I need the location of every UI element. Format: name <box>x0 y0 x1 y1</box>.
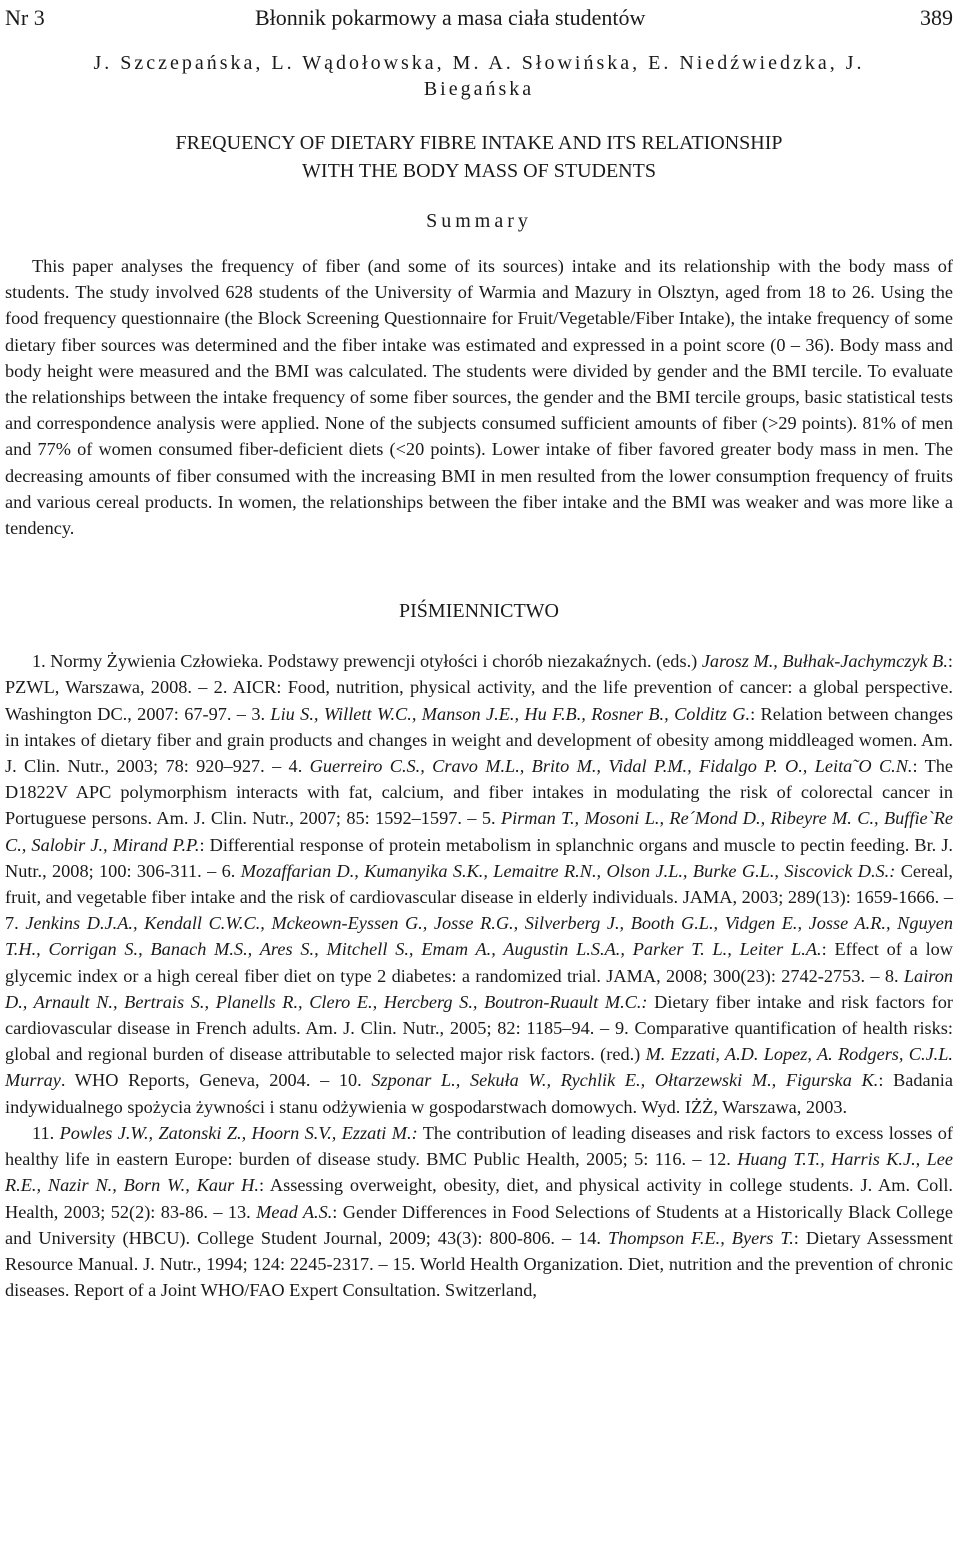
running-title: Błonnik pokarmowy a masa ciała studentów <box>255 5 646 30</box>
author-list: J. Szczepańska, L. Wądołowska, M. A. Słowińska, E. Niedźwiedzka, J. Biegańska <box>93 52 865 100</box>
summary-section <box>5 253 953 541</box>
references-list <box>5 648 953 1303</box>
reference-authors: Mozaffarian D., Kumanyika S.K., Lemaitre R.N., Olson J.L., Burke G.L., Siscovick D.S.: <box>240 860 896 881</box>
summary-heading: Summary <box>426 210 532 232</box>
reference-authors: Pirman T., Mosoni L., Re´Mond D., Ribeyre M. C., Buffie`Re C., Salobir J., Mirand P.P. <box>5 808 954 855</box>
reference-text: : Dietary Assessment Resource Manual. J. Nutr., 1994; 124: 2245-2317. – 15. World Health Organization. Diet, nutrition and the prevention of chronic diseases. Report of a Joint WHO/FAO Expert Consultation. Switzerland, <box>5 1227 953 1301</box>
running-header <box>5 0 953 40</box>
reference-authors: Huang T.T., Harris K.J., Lee R.E., Nazir N., Born W., Kaur H. <box>5 1149 954 1196</box>
journal-page <box>5 0 953 1303</box>
reference-authors: Lairon D., Arnault N., Bertrais S., Planells R., Clero E., Hercberg S., Boutron-Ruault M.C.: <box>5 965 953 1012</box>
reference-authors: Szponar L., Sekuła W., Rychlik E., Ołtarzewski M., Figurska K. <box>371 1070 879 1091</box>
reference-text: The contribution of leading diseases and risk factors to excess losses of healthy life in eastern Europe: burden of disease study. BMC Public Health, 2005; 5: 116. – 12. <box>5 1122 953 1170</box>
reference-authors: Jenkins D.J.A., Kendall C.W.C., Mckeown-Eyssen G., Josse R.G., Silverberg J., Booth G.L., Vidgen E., Josse A.R., Nguyen T.H., Corrigan S., Banach M.S., Ares S., Mitchell S., Emam A., Augustin L.S.A., Parker T. L., Leiter L.A. <box>5 913 954 960</box>
summary-paragraph: This paper analyses the frequency of fiber (and some of its sources) intake and its relationship with the body mass of students. The study involved 628 students of the University of Warmia and Mazury in Olsztyn, aged from 18 to 26. Using the food frequency questionnaire (the Block Screening Questionnaire for Fruit/Vegetable/Fiber Intake), the intake frequency of some dietary fiber sources was determined and the fiber intake was estimated and expressed in a point score (0 – 36). Body mass and body height were measured and the BMI was calculated. The students were divided by gender and the BMI tercile. To evaluate the relationships between the intake frequency of some fiber sources, the gender and the BMI tercile groups, basic statistical tests and correspondence analysis were applied. None of the subjects consumed sufficient amounts of fiber (>29 points). 81% of men and 77% of women consumed fiber-deficient diets (<20 points). Lower intake of fiber favored greater body mass in men. The decreasing amounts of fiber consumed with the increasing BMI in men resulted from the lower consumption frequency of fruits and various cereal products. In women, the relationships between the fiber intake and the BMI was weaker and was more like a tendency. <box>5 256 953 539</box>
reference-text: : Effect of a low glycemic index or a high cereal fiber diet on type 2 diabetes: a randomized trial. JAMA, 2008; 300(23): 2742-2753. – 8. <box>5 939 953 986</box>
reference-text: : Gender Differences in Food Selections of Students at a Historically Black College and University (HBCU). College Student Journal, 2009; 43(3): 800-806. – 14. <box>5 1201 953 1248</box>
reference-authors: Powles J.W., Zatonski Z., Hoorn S.V., Ezzati M.: <box>59 1122 418 1143</box>
reference-text: . WHO Reports, Geneva, 2004. – 10. <box>60 1070 372 1091</box>
article-title-line-2: WITH THE BODY MASS OF STUDENTS <box>302 160 656 182</box>
reference-authors: Guerreiro C.S., Cravo M.L., Brito M., Vidal P.M., Fidalgo P. O., Leita˜O C.N. <box>309 756 913 777</box>
references-paragraph-2 <box>5 1120 953 1303</box>
page-number: 389 <box>920 5 953 30</box>
article-title-line-1: FREQUENCY OF DIETARY FIBRE INTAKE AND ITS RELATIONSHIP <box>175 132 783 154</box>
reference-text: : Badania indywidualnego spożycia żywności i stanu odżywienia w gospodarstwach domowych. Wyd. IŻŻ, Warszawa, 2003. <box>5 1070 954 1117</box>
reference-authors: M. Ezzati, A.D. Lopez, A. Rodgers, C.J.L. Murray <box>5 1044 953 1091</box>
reference-text: : The D1822V APC polymorphism interacts with fat, calcium, and fiber intakes in modulating the risk of colorectal cancer in Portuguese persons. Am. J. Clin. Nutr., 2007; 85: 1592–1597. – 5. <box>5 756 954 829</box>
references-heading: PIŚMIENNICTWO <box>399 600 559 623</box>
references-paragraph-1 <box>5 648 953 1120</box>
reference-text: : Relation between changes in intakes of dietary fiber and grain products and changes in weight and development of obesity among middleaged women. Am. J. Clin. Nutr., 2003; 78: 920–927. – 4. <box>5 703 954 777</box>
reference-text: : Assessing overweight, obesity, diet, and physical activity in college students. J. Am. Coll. Health, 2003; 52(2): 83-86. – 13. <box>5 1175 953 1222</box>
reference-text: Dietary fiber intake and risk factors for cardiovascular disease in French adults. Am. J. Clin. Nutr., 2005; 82: 1185–94. – 9. Comparative quantification of health risks: global and regional burden of disease attributable to selected major risk factors. (red.) <box>5 991 953 1065</box>
reference-authors: Liu S., Willett W.C., Manson J.E., Hu F.B., Rosner B., Colditz G. <box>270 703 751 724</box>
reference-authors: Jarosz M., Bułhak-Jachymczyk B. <box>701 651 948 672</box>
reference-text: Cereal, fruit, and vegetable fiber intake and the risk of cardiovascular disease in elderly individuals. JAMA, 2003; 289(13): 1659-1666. – 7. <box>5 860 953 934</box>
reference-text: : PZWL, Warszawa, 2008. – 2. AICR: Food, nutrition, physical activity, and the life prevention of cancer: a global perspective. Washington DC., 2007: 67-97. – 3. <box>5 651 953 724</box>
reference-text: 11. <box>32 1122 60 1143</box>
reference-authors: Mead A.S. <box>256 1201 333 1222</box>
article-title <box>5 129 953 185</box>
reference-text: : Differential response of protein metabolism in splanchnic organs and muscle to pectin feeding. Br. J. Nutr., 2008; 100: 306-311. – 6. <box>5 834 953 881</box>
issue-number: Nr 3 <box>5 5 45 30</box>
reference-text: 1. Normy Żywienia Człowieka. Podstawy prewencji otyłości i chorób niezakaźnych. (eds.) <box>32 651 702 672</box>
reference-authors: Thompson F.E., Byers T. <box>607 1227 794 1248</box>
